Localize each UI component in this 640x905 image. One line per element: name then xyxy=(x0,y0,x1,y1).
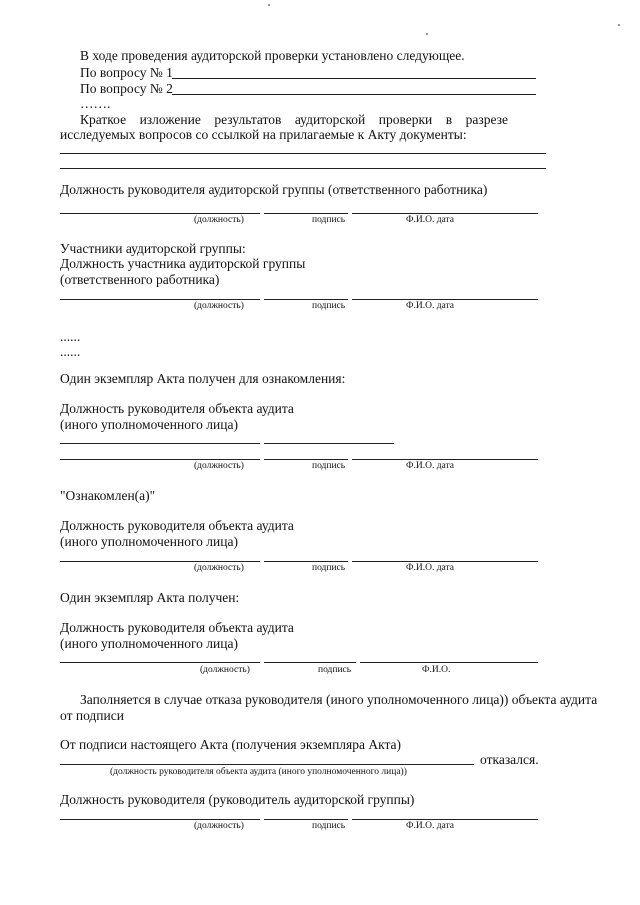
position-line[interactable] xyxy=(60,662,260,663)
refused-label: отказался. xyxy=(480,752,539,767)
signature-caption: подпись xyxy=(312,301,346,311)
position-line[interactable] xyxy=(60,819,260,820)
summary-word: проверки xyxy=(378,112,433,127)
signature-caption: подпись xyxy=(312,461,346,471)
scan-speck xyxy=(268,4,270,6)
question-2-line[interactable] xyxy=(172,94,536,95)
scan-speck xyxy=(618,24,620,26)
position-line[interactable] xyxy=(60,443,260,444)
signature-caption: подпись xyxy=(318,665,352,675)
name-date-line[interactable] xyxy=(352,459,538,460)
refusal-note-line-1: Заполняется в случае отказа руководителя (иного уполномоченного лица)) объекта аудита xyxy=(80,692,598,707)
position-caption: (должность) xyxy=(194,461,244,471)
summary-blank-line-1[interactable] xyxy=(60,153,546,154)
final-head-title: Должность руководителя (руководитель аудиторской группы) xyxy=(60,792,415,807)
participant-position-line-2: (ответственного работника) xyxy=(60,272,220,287)
position-caption: (должность) xyxy=(194,215,244,225)
object-head-line-1: Должность руководителя объекта аудита xyxy=(60,620,294,635)
signature-caption: подпись xyxy=(312,215,346,225)
object-head-line-1: Должность руководителя объекта аудита xyxy=(60,401,294,416)
signature-line[interactable] xyxy=(264,443,394,444)
signature-line[interactable] xyxy=(264,561,348,562)
name-caption: Ф.И.О. xyxy=(422,665,451,675)
ellipsis-1: ...... xyxy=(60,329,81,344)
name-date-caption: Ф.И.О. дата xyxy=(406,821,455,831)
summary-line-2: исследуемых вопросов со ссылкой на прилагаемые к Акту документы: xyxy=(60,127,467,142)
participant-position-line-1: Должность участника аудиторской группы xyxy=(60,256,306,271)
name-line[interactable] xyxy=(360,662,538,663)
position-line[interactable] xyxy=(60,459,260,460)
name-date-line[interactable] xyxy=(352,819,538,820)
signature-line[interactable] xyxy=(264,299,348,300)
name-date-line[interactable] xyxy=(352,299,538,300)
name-date-line[interactable] xyxy=(352,213,538,214)
group-head-title: Должность руководителя аудиторской группы (ответственного работника) xyxy=(60,182,488,197)
summary-word: изложение xyxy=(139,112,201,127)
position-line[interactable] xyxy=(60,213,260,214)
name-date-line[interactable] xyxy=(352,561,538,562)
summary-word: в xyxy=(445,112,453,127)
intro-heading: В ходе проведения аудиторской проверки установлено следующее. xyxy=(80,48,465,63)
name-date-caption: Ф.И.О. дата xyxy=(406,301,455,311)
copy-received-title: Один экземпляр Акта получен: xyxy=(60,590,240,605)
object-head-line-2: (иного уполномоченного лица) xyxy=(60,534,238,549)
object-head-line-2: (иного уполномоченного лица) xyxy=(60,636,238,651)
position-caption: (должность) xyxy=(194,301,244,311)
summary-line-1 xyxy=(80,112,508,128)
position-caption: (должность) xyxy=(200,665,250,675)
name-date-caption: Ф.И.О. дата xyxy=(406,563,455,573)
object-head-line-1: Должность руководителя объекта аудита xyxy=(60,518,294,533)
question-2-label: По вопросу № 2 xyxy=(80,81,173,96)
summary-word: аудиторской xyxy=(294,112,366,127)
position-caption: (должность) xyxy=(194,563,244,573)
position-line[interactable] xyxy=(60,299,260,300)
participants-title: Участники аудиторской группы: xyxy=(60,241,246,256)
copy-for-review-title: Один экземпляр Акта получен для ознакомления: xyxy=(60,371,346,386)
summary-word: результатов xyxy=(214,112,282,127)
question-1-label: По вопросу № 1 xyxy=(80,65,173,80)
refusal-position-line[interactable] xyxy=(60,764,474,765)
position-caption: (должность) xyxy=(194,821,244,831)
scan-speck xyxy=(426,33,428,35)
refusal-note-line-2: от подписи xyxy=(60,708,124,723)
signature-caption: подпись xyxy=(312,821,346,831)
refusal-intro: От подписи настоящего Акта (получения экземпляра Акта) xyxy=(60,737,402,752)
signature-line[interactable] xyxy=(264,819,348,820)
acknowledged-label: "Ознакомлен(а)" xyxy=(60,488,156,503)
intro-ellipsis: ……. xyxy=(80,96,111,111)
signature-caption: подпись xyxy=(312,563,346,573)
signature-line[interactable] xyxy=(264,662,356,663)
summary-blank-line-2[interactable] xyxy=(60,168,546,169)
object-head-line-2: (иного уполномоченного лица) xyxy=(60,417,238,432)
signature-line[interactable] xyxy=(264,213,348,214)
summary-word: разрезе xyxy=(465,112,508,127)
ellipsis-2: ...... xyxy=(60,344,81,359)
refusal-caption: (должность руководителя объекта аудита (иного уполномоченного лица)) xyxy=(110,767,407,777)
signature-line[interactable] xyxy=(264,459,348,460)
name-date-caption: Ф.И.О. дата xyxy=(406,461,455,471)
name-date-caption: Ф.И.О. дата xyxy=(406,215,455,225)
position-line[interactable] xyxy=(60,561,260,562)
question-1-line[interactable] xyxy=(172,78,536,79)
summary-word: Краткое xyxy=(80,112,127,127)
